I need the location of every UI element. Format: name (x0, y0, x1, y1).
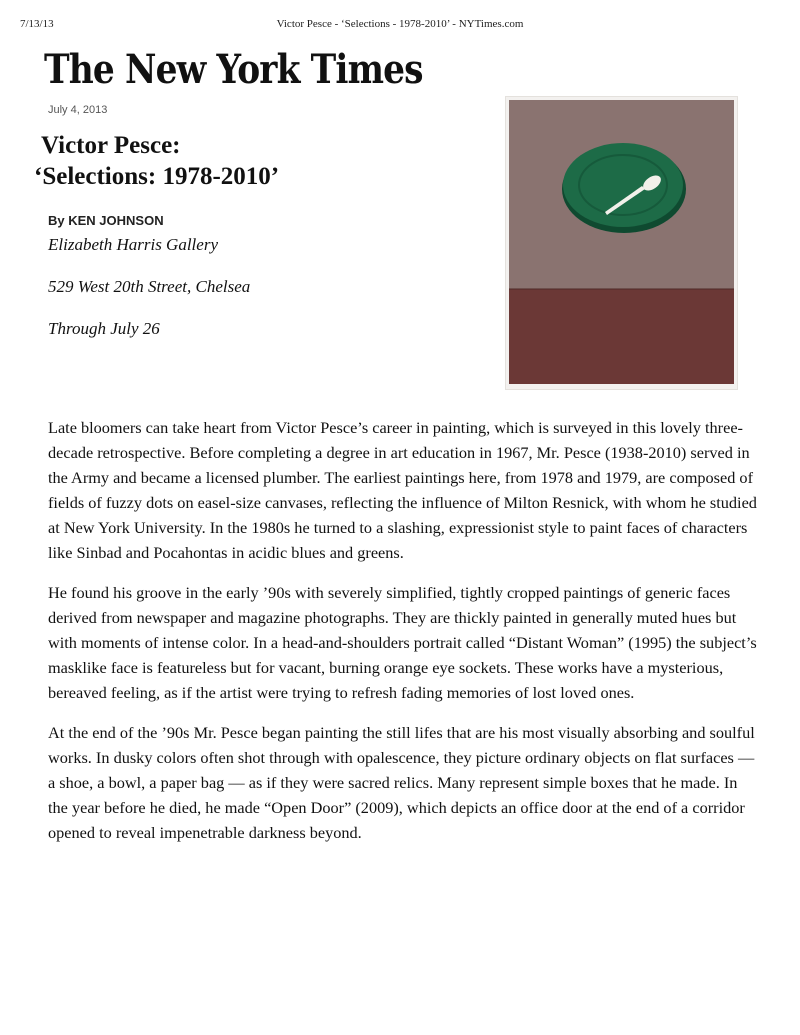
headline-line-2: ‘Selections: 1978-2010’ (34, 163, 280, 190)
article-paragraph: He found his groove in the early ’90s with severely simplified, tightly cropped paintings of generic faces derived from newspaper and magazine photographs. They are thickly painted in generally muted hues but with moments of intense color. In a head-and-shoulders portrait called “Distant Woman” (1995) the subject’s masklike face is featureless but for vacant, burning orange eye sockets. These works have a mysterious, bereaved feeling, as if the artist were trying to refresh fading memories of lost loved ones. (48, 583, 757, 702)
gallery-name: Elizabeth Harris Gallery (48, 235, 218, 254)
print-date: 7/13/13 (20, 18, 54, 30)
painting-table-area (509, 289, 734, 384)
article-paragraph: Late bloomers can take heart from Victor Pesce’s career in painting, which is surveyed in this lovely three-decade retrospective. Before completing a degree in art education in 1967, Mr. Pesce (1938-2010) served in the Army and became a licensed plumber. The earliest paintings here, from 1978 and 1979, are composed of fields of fuzzy dots on easel-size canvases, reflecting the influence of Milton Resnick, with whom he studied at New York University. In the 1980s he turned to a slashing, expressionist style to paint faces of characters like Sinbad and Pocahontas in acidic blues and greens. (48, 418, 757, 562)
print-page-title: Victor Pesce - ‘Selections - 1978-2010’ - NYTimes.com (276, 18, 524, 30)
gallery-address: 529 West 20th Street, Chelsea (48, 277, 251, 296)
article-paragraph: At the end of the ’90s Mr. Pesce began painting the still lifes that are his most visually absorbing and soulful works. In dusky colors often shot through with opalescence, they picture ordinary objects on flat surfaces — a shoe, a bowl, a paper bag — as if they were sacred relics. Many represent simple boxes that he made. In the year before he died, he made “Open Door” (2009), which depicts an office door at the end of a corridor opened to reveal impenetrable darkness beyond. (48, 723, 755, 842)
painting-image (506, 97, 737, 389)
print-header (0, 18, 800, 34)
exhibition-dates: Through July 26 (48, 319, 160, 338)
nyt-masthead-logo: The New York Times (44, 46, 423, 93)
byline: By KEN JOHNSON (48, 213, 164, 228)
headline (34, 130, 279, 192)
article-date: July 4, 2013 (48, 104, 108, 116)
article-body (48, 415, 760, 860)
headline-line-1: Victor Pesce: (41, 132, 181, 159)
article-image (505, 96, 738, 390)
